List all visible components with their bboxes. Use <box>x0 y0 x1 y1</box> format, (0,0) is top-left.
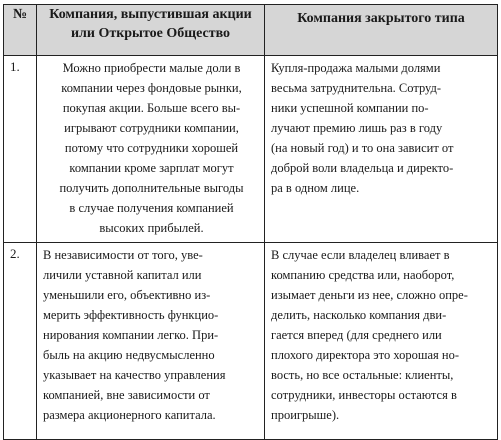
row-number: 1. <box>4 56 37 243</box>
text-line: потому что сотрудники хорошей <box>64 141 239 155</box>
text-line: указывает на качество управления <box>43 368 226 382</box>
table-header-row <box>4 5 498 56</box>
text-line: высоких прибылей. <box>99 221 204 235</box>
text-line: компанию средства или, наоборот, <box>271 268 455 282</box>
text-line: Купля-продажа малыми долями <box>271 61 441 75</box>
text-line: мерить эффективность функцио- <box>43 308 219 322</box>
header-open-company <box>37 5 265 56</box>
text-line: делить, насколько компания дви- <box>271 308 447 322</box>
text-line: (на новый год) и то она зависит от <box>271 141 454 155</box>
text-line: плохого директора это хорошая но- <box>271 348 460 362</box>
text-line: нирования компании легко. При- <box>43 328 219 342</box>
row-number: 2. <box>4 243 37 440</box>
text-line: компании через фондовые рынки, <box>61 81 242 95</box>
text-line: лучают премию лишь раз в году <box>271 121 443 135</box>
text-line: в случае получения компанией <box>69 201 234 215</box>
cell-open-company <box>37 56 265 243</box>
text-line: Можно приобрести малые доли в <box>62 61 241 75</box>
header-number: № <box>4 5 37 56</box>
text-line: уменьшили его, объективно из- <box>43 288 211 302</box>
text-line: игрывают сотрудники компании, <box>64 121 239 135</box>
text-line: доброй воли владельца и директо- <box>271 161 454 175</box>
text-line: изымает деньги из нее, сложно опре- <box>271 288 468 302</box>
text-line: быль на акцию недвусмысленно <box>43 348 215 362</box>
text-line: проигрыше). <box>271 408 340 422</box>
comparison-table <box>3 4 498 440</box>
table-row <box>4 56 498 243</box>
text-line: размера акционерного капитала. <box>43 408 216 422</box>
text-line: вость, но все остальные: клиенты, <box>271 368 454 382</box>
text-line: ники успешной компании по- <box>271 101 429 115</box>
text-line: В независимости от того, уве- <box>43 248 203 262</box>
text-line: весьма затруднительна. Сотруд- <box>271 81 442 95</box>
text-line: ра в одном лице. <box>271 181 360 195</box>
header-closed-company-line: Компания закрытого типа <box>297 11 465 26</box>
header-open-company-line: Компания, выпустившая акции <box>49 7 252 22</box>
text-line: сотрудники, инвесторы остаются в <box>271 388 457 402</box>
text-line: компании кроме зарплат могут <box>69 161 234 175</box>
header-open-company-line: или Открытое Общество <box>70 26 231 41</box>
text-line: покупая акции. Больше всего вы- <box>62 101 241 115</box>
cell-closed-company <box>265 243 498 440</box>
table-row <box>4 243 498 440</box>
cell-closed-company <box>265 56 498 243</box>
header-closed-company <box>265 5 498 56</box>
cell-open-company <box>37 243 265 440</box>
text-line: компанией, вне зависимости от <box>43 388 210 402</box>
text-line: гается вперед (для среднего или <box>271 328 442 342</box>
text-line: В случае если владелец вливает в <box>271 248 450 262</box>
text-line: получить дополнительные выгоды <box>59 181 244 195</box>
text-line: личили уставной капитал или <box>43 268 202 282</box>
